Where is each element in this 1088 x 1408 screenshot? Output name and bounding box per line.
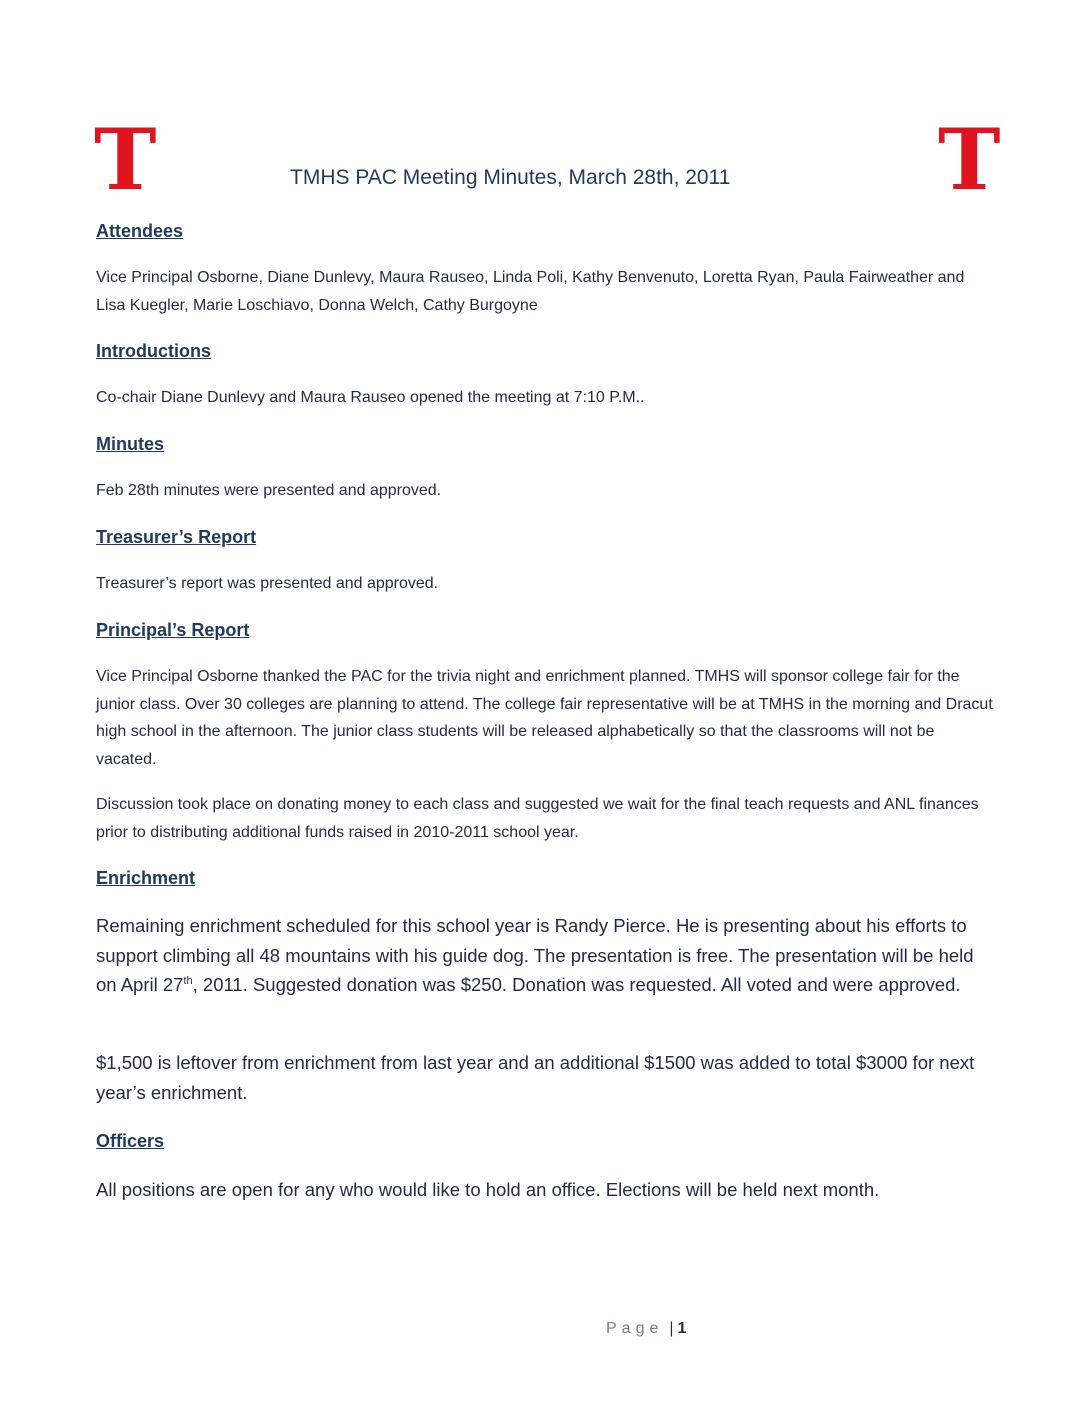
enrichment-text-1-part-b: , 2011. Suggested donation was $250. Donation was requested. All voted and were approved. [192,974,961,995]
heading-principal-report: Principal’s Report [96,620,250,640]
school-logo-left: T [94,110,157,209]
minutes-text: Feb 28th minutes were presented and approved. [96,482,442,499]
school-logo-right: T [938,110,1001,209]
heading-treasurer-report: Treasurer’s Report [96,527,257,547]
heading-introductions: Introductions [96,341,211,361]
document-title: TMHS PAC Meeting Minutes, March 28th, 2011 [290,166,731,189]
page-number: 1 [677,1320,687,1337]
page-label: Page [606,1320,664,1337]
introductions-text: Co-chair Diane Dunlevy and Maura Rauseo opened the meeting at 7:10 P.M.. [96,389,645,406]
principal-report-text-1: Vice Principal Osborne thanked the PAC for the trivia night and enrichment planned. TMHS will sponsor college fair for the junior class. Over 30 colleges are planning to attend. The college fair representative will be at TMHS in the morning and Dracut high school in the afternoon. The junior class students will be released alphabetically so that the classrooms will not be vacated. [96,668,993,768]
enrichment-text-1-part-a: Remaining enrichment scheduled for this school year is Randy Pierce. He is presenting about his efforts to support climbing all 48 mountains with his guide dog. The presentation is free. The presentation will be held on April 27 [96,915,974,995]
heading-minutes: Minutes [96,434,165,454]
heading-enrichment: Enrichment [96,868,196,888]
page-separator: | [669,1320,674,1337]
page-footer [606,1320,686,1338]
heading-officers: Officers [96,1131,165,1151]
attendees-text: Vice Principal Osborne, Diane Dunlevy, Maura Rauseo, Linda Poli, Kathy Benvenuto, Loretta Ryan, Paula Fairweather and Lisa Kuegler, Marie Loschiavo, Donna Welch, Cathy Burgoyne [96,269,965,314]
ordinal-suffix: th [183,974,193,987]
treasurer-report-text: Treasurer’s report was presented and approved. [96,575,439,592]
principal-report-text-2: Discussion took place on donating money to each class and suggested we wait for the final teach requests and ANL finances prior to distributing additional funds raised in 2010-2011 school year. [96,796,979,841]
enrichment-text-2: $1,500 is leftover from enrichment from last year and an additional $1500 was added to total $3000 for next year’s enrichment. [96,1052,975,1103]
heading-attendees: Attendees [96,221,184,241]
enrichment-text-1 [96,911,996,1000]
officers-text: All positions are open for any who would like to hold an office. Elections will be held next month. [96,1179,880,1200]
